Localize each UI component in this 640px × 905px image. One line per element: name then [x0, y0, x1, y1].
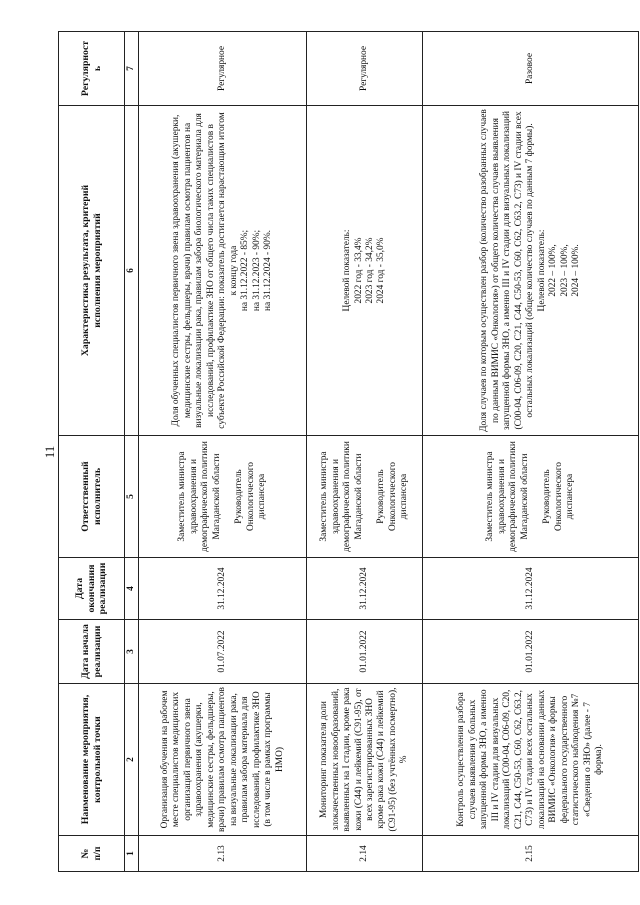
- table-wrapper: [58, 32, 638, 872]
- end-date: 31.12.2024: [307, 558, 423, 620]
- col-number: 4: [125, 558, 139, 620]
- table-row: [139, 32, 307, 872]
- responsible: Заместитель министра здравоохранения и демографической политики Магаданской области Руководитель Онкологического диспансера: [423, 436, 639, 558]
- result-description: Доля обученных специалистов первичного звена здравоохранения (акушерки, медицинские сестры, фельдшеры, врачи) правилам осмотра пациентов на визуальные локализации рака, правилам забора биологического материала для исследований, профилактике ЗНО от общего числа таких специалистов в субъекте Российской Федерации: показатель достигается нарастающим итогом к концу года на 31.12.2022 - 85%; на 31.12.2023 - 90%; на 31.12.2024 - 90%.: [139, 106, 307, 436]
- col-number: 7: [125, 32, 139, 106]
- start-date: 01.07.2022: [139, 620, 307, 684]
- rotated-table-area: [58, 32, 638, 872]
- header-row: [59, 32, 125, 872]
- header-name: Наименование мероприятия, контрольной точки: [59, 684, 125, 836]
- responsible: Заместитель министра здравоохранения и демографической политики Магаданской области Руководитель Онкологического диспансера: [139, 436, 307, 558]
- col-number: 2: [125, 684, 139, 836]
- col-number: 5: [125, 436, 139, 558]
- col-number: 6: [125, 106, 139, 436]
- row-num: 2.15: [423, 836, 639, 872]
- measure-name: Организация обучения на рабочем месте специалистов медицинских организаций первичного звена здравоохранения (акушерки, медицинские сестры, фельдшеры, врачи) правилам осмотра пациентов на визуальные локализации рака, правилам забора материала для исследований, профилактике ЗНО (в том числе в рамках программы НМО): [139, 684, 307, 836]
- measure-name: Контроль осуществления разбора случаев выявления у больных запущенной формы ЗНО, а именно III и IV стадии для визуальных локализаций (С00-04, С06-09, С20, С21, С44, С50-53, С60, С62, С63.2, С73) и IV стадии всех остальных локализаций на основании данных ВИМИС «Онкология» и формы федерального государственного статистического наблюдения №7 «Сведения о ЗНО» (далее - 7 форма).: [423, 684, 639, 836]
- col-number: 3: [125, 620, 139, 684]
- table-row: [307, 32, 423, 872]
- row-num: 2.13: [139, 836, 307, 872]
- table-row: [423, 32, 639, 872]
- col-number: 1: [125, 836, 139, 872]
- regularity: Регулярное: [139, 32, 307, 106]
- start-date: 01.01.2022: [307, 620, 423, 684]
- header-start: Дата начала реализации: [59, 620, 125, 684]
- end-date: 31.12.2024: [139, 558, 307, 620]
- header-num: № п/п: [59, 836, 125, 872]
- header-end: Дата окончания реализации: [59, 558, 125, 620]
- responsible: Заместитель министра здравоохранения и демографической политики Магаданской области Руководитель Онкологического диспансера: [307, 436, 423, 558]
- row-num: 2.14: [307, 836, 423, 872]
- measures-table: [58, 31, 639, 872]
- page-number: 11: [42, 445, 57, 459]
- header-result: Характеристика результата, критерий исполнения мероприятий: [59, 106, 125, 436]
- regularity: Разовое: [423, 32, 639, 106]
- header-regularity: Регулярност ь: [59, 32, 125, 106]
- measure-name: Мониторинг показателя доли злокачественных новообразований, выявленных на I стадии, кроме рака кожи (С44) и лейкемий (С91-95), от всех зарегистрированных ЗНО кроме рака кожи (С44) и лейкемий (С91-95) (без учтённых посмертно), %: [307, 684, 423, 836]
- start-date: 01.01.2022: [423, 620, 639, 684]
- result-description: Целевой показатель: 2022 год - 33,4% 2023 год - 34,2% 2024 год - 35,0%: [307, 106, 423, 436]
- regularity: Регулярное: [307, 32, 423, 106]
- end-date: 31.12.2024: [423, 558, 639, 620]
- result-description: Доля случаев по которым осуществлен разбор (количество разобранных случаев по данным ВИМИС «Онкология») от общего количества случаев выявления запущенной формы ЗНО, а именно III и IV стадии для визуальных локализаций (С00-04, С06-09, С20, С21, С44, С50-53, С60, С62, С63.2, С73) и IV стадии всех остальных локализаций (общее количество случаев по данным 7 формы). Целевой показатель: 2022 – 100%, 2023 – 100%, 2024 – 100%.: [423, 106, 639, 436]
- column-number-row: [125, 32, 139, 872]
- header-responsible: Ответственный исполнитель: [59, 436, 125, 558]
